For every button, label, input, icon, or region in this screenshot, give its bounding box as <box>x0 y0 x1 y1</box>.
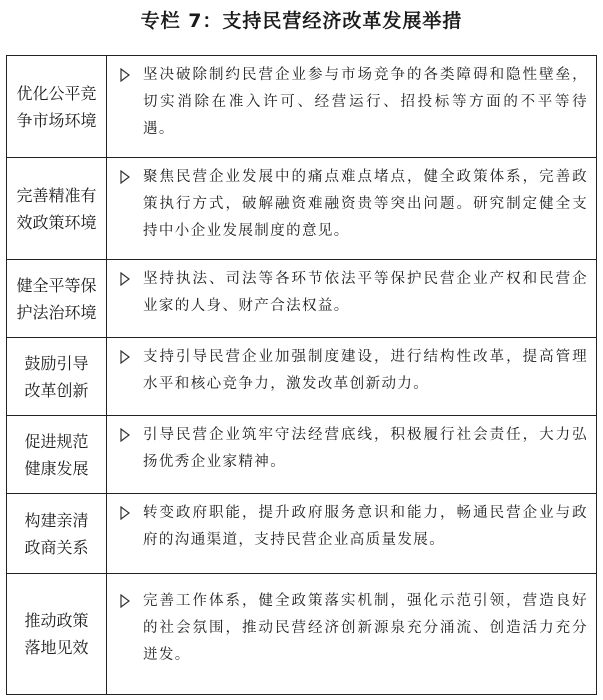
table-row <box>7 574 596 694</box>
row-label: 构建亲清政商关系 <box>7 494 107 573</box>
table-row <box>7 494 596 574</box>
row-label: 推动政策落地见效 <box>7 574 107 694</box>
diamond-bullet-icon <box>117 428 133 442</box>
row-text: 引导民营企业筑牢守法经营底线，积极履行社会责任，大力弘扬优秀企业家精神。 <box>143 427 588 470</box>
row-label: 优化公平竞争市场环境 <box>7 56 107 157</box>
row-text: 坚持执法、司法等各环节依法平等保护民营企业产权和民营企业家的人身、财产合法权益。 <box>143 271 588 314</box>
row-text: 转变政府职能，提升政府服务意识和能力，畅通民营企业与政府的沟通渠道，支持民营企业高质量发展。 <box>143 505 588 548</box>
row-text: 支持引导民营企业加强制度建设，进行结构性改革，提高管理水平和核心竞争力，激发改革创新动力。 <box>143 349 588 392</box>
table-row <box>7 338 596 416</box>
row-text: 完善工作体系，健全政策落实机制，强化示范引领，营造良好的社会氛围，推动民营经济创新源泉充分涌流、创造活力充分迸发。 <box>143 593 588 663</box>
table-row <box>7 56 596 158</box>
table-row <box>7 260 596 338</box>
measures-table <box>6 55 597 695</box>
diamond-bullet-icon <box>117 170 133 184</box>
row-label: 完善精准有效政策环境 <box>7 158 107 259</box>
row-label: 鼓励引导改革创新 <box>7 338 107 415</box>
diamond-bullet-icon <box>117 68 133 82</box>
row-label: 促进规范健康发展 <box>7 416 107 493</box>
diamond-bullet-icon <box>117 506 133 520</box>
row-label: 健全平等保护法治环境 <box>7 260 107 337</box>
row-text: 坚决破除制约民营企业参与市场竞争的各类障碍和隐性壁垒，切实消除在准入许可、经营运行、招投标等方面的不平等待遇。 <box>143 67 588 137</box>
diamond-bullet-icon <box>117 272 133 286</box>
table-row <box>7 158 596 260</box>
row-text: 聚焦民营企业发展中的痛点难点堵点，健全政策体系，完善政策执行方式，破解融资难融资贵等突出问题。研究制定健全支持中小企业发展制度的意见。 <box>143 169 588 239</box>
diamond-bullet-icon <box>117 350 133 364</box>
page-title: 专栏 7：支持民营经济改革发展举措 <box>140 10 463 32</box>
table-row <box>7 416 596 494</box>
diamond-bullet-icon <box>117 594 133 608</box>
